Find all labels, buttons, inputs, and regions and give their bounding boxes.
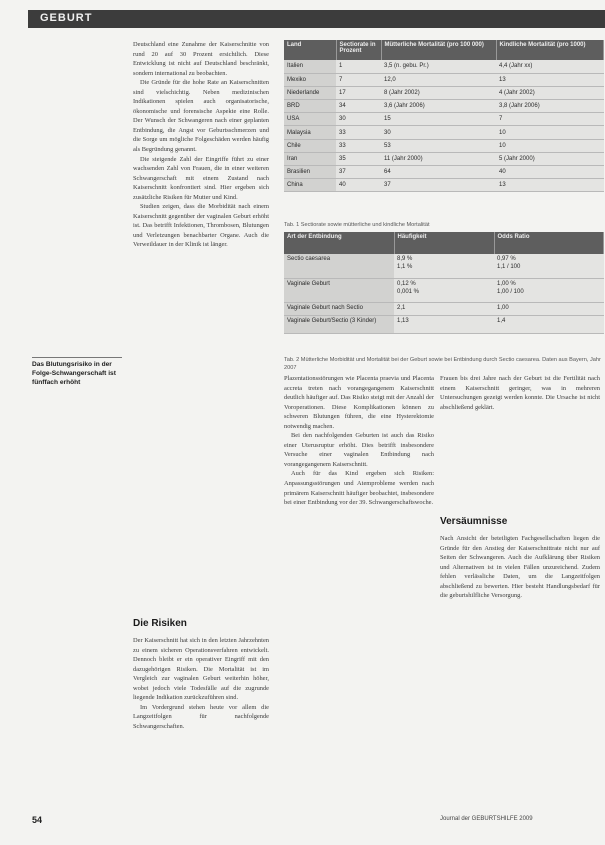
- table-row: [284, 60, 604, 73]
- paragraph: Die steigende Zahl der Eingriffe führt zu einer wachsenden Zahl von Frauen, die in einer weiteren Schwangerschaft mit einem Zustand nach Kaiserschnitt konfrontiert sind. Hier ergeben sich zusätzliche Risiken für Mutter und Kind.: [133, 155, 269, 201]
- table-cell: 40: [496, 166, 604, 179]
- table-header: Mütterliche Mortalität (pro 100 000): [381, 40, 496, 60]
- table-cell: 3,5 (n. gebu. Pr.): [381, 60, 496, 73]
- table-caption: Tab. 1 Sectiorate sowie mütterliche und kindliche Mortalität: [284, 222, 430, 228]
- paragraph: Bei den nachfolgenden Geburten ist auch das Risiko einer Uterusruptur erhöht. Dies betrifft insbesondere Versuche einer vaginalen Entbindung nach vorangegangenem Kaiserschnitt.: [284, 432, 434, 468]
- table-cell: 10: [496, 126, 604, 139]
- table-cell: Vaginale Geburt nach Sectio: [284, 302, 394, 315]
- table-cell: 33: [336, 126, 381, 139]
- table-cell: 1,4: [494, 315, 604, 333]
- section-title: GEBURT: [40, 12, 93, 24]
- table-row: [284, 73, 604, 86]
- table-cell: 15: [381, 113, 496, 126]
- table-cell: 3,8 (Jahr 2006): [496, 100, 604, 113]
- table-cell: 30: [336, 113, 381, 126]
- table-cell: 53: [381, 139, 496, 152]
- page-number: 54: [32, 815, 43, 825]
- table-cell: 1,13: [394, 315, 494, 333]
- table-cell: Niederlande: [284, 86, 336, 99]
- table-cell: Iran: [284, 152, 336, 165]
- table-cell: 3,6 (Jahr 2006): [381, 100, 496, 113]
- heading-versaeumnisse: Versäumnisse: [440, 516, 508, 527]
- table-cell: 7: [496, 113, 604, 126]
- table-cell: 35: [336, 152, 381, 165]
- table-cell: 17: [336, 86, 381, 99]
- paragraph: Studien zeigen, dass die Morbidität nach einem Kaiserschnitt gegenüber der vaginalen Geburt erhöht ist. Das betrifft Infektionen, Thrombosen, Blutungen und Verletzungen benachbarter Organe. Auch die Verweildauer in der Klinik ist länger.: [133, 203, 269, 249]
- table-morbidity: [284, 232, 604, 334]
- table-row: [284, 152, 604, 165]
- table-cell: 10: [496, 139, 604, 152]
- table-cell: Sectio caesarea: [284, 254, 394, 278]
- table-cell: 4,4 (Jahr xx): [496, 60, 604, 73]
- table-cell: 33: [336, 139, 381, 152]
- paragraph: Die Gründe für die hohe Rate an Kaiserschnitten sind vielschichtig. Neben medizinischen Indikationen spielen auch organisatorische, ökonomische und forensische Aspekte eine Rolle. Der Wunsch der Schwangeren nach einer geplanten Entbindung, die Angst vor Geburtsschmerzen und die Sorge um mögliche Folgeschäden werden häufig als Begründung genannt.: [133, 79, 269, 154]
- table-header: Art der Entbindung: [284, 232, 394, 254]
- table-caption: Tab. 2 Mütterliche Morbidität und Mortalität bei der Geburt sowie bei Entbindung durch Sectio caesarea. Daten aus Bayern, Jahr 2007: [284, 357, 601, 371]
- table-row: [284, 86, 604, 99]
- table-cell: 12,0: [381, 73, 496, 86]
- table-cell: Mexiko: [284, 73, 336, 86]
- sidebar-note: Das Blutungsrisiko in der Folge-Schwangerschaft ist fünffach erhöht: [32, 357, 122, 387]
- paragraph: Der Kaiserschnitt hat sich in den letzten Jahrzehnten zu einem sicheren Operationsverfahren entwickelt. Dennoch bleibt er ein operativer Eingriff mit den dazugehörigen Risiken. Die Mortalität ist im Vergleich zur vaginalen Geburt weiterhin höher, wobei jedoch viele Todesfälle auf die zugrunde liegende Indikation zurückzuführen sind.: [133, 637, 269, 702]
- table-header: Sectiorate in Prozent: [336, 40, 381, 60]
- table-cell: 37: [336, 166, 381, 179]
- table-cell: 2,1: [394, 302, 494, 315]
- table-header: Häufigkeit: [394, 232, 494, 254]
- table-cell: 8,9 % 1,1 %: [394, 254, 494, 278]
- table-row: [284, 254, 604, 278]
- footer-journal: Journal der GEBURTSHILFE 2009: [440, 816, 533, 822]
- table-row: [284, 166, 604, 179]
- right-column-bottom: [440, 534, 600, 601]
- left-column-top: [133, 40, 269, 250]
- table-cell: 11 (Jahr 2000): [381, 152, 496, 165]
- table-cell: Malaysia: [284, 126, 336, 139]
- table-cell: Vaginale Geburt: [284, 278, 394, 302]
- table-cell: 30: [381, 126, 496, 139]
- paragraph: Deutschland eine Zunahme der Kaiserschnitte von rund 20 auf 30 Prozent ersichtlich. Diese Entwicklung ist nicht auf Deutschland beschränkt, sondern international zu beobachten.: [133, 41, 269, 77]
- table-cell: BRD: [284, 100, 336, 113]
- paragraph: Plazentationsstörungen wie Placenta praevia und Placenta accreta treten nach vorangegangenem Kaiserschnitt deutlich häufiger auf. Das Risiko steigt mit der Anzahl der Voroperationen. Diese Komplikationen können zu schweren Blutungen führen, die eine Hysterektomie notwendig machen.: [284, 375, 434, 430]
- table-cell: 64: [381, 166, 496, 179]
- table-header: Land: [284, 40, 336, 60]
- paragraph: Frauen bis drei Jahre nach der Geburt ist die Fertilität nach einem Kaiserschnitt geringer, was in mehreren Untersuchungen gezeigt werden konnte. Die Ursache ist nicht abschließend geklärt.: [440, 375, 600, 411]
- table-mortality: [284, 40, 604, 192]
- table-cell: 0,97 % 1,1 / 100: [494, 254, 604, 278]
- table-cell: Vaginale Geburt/Sectio (3 Kinder): [284, 315, 394, 333]
- table-row: [284, 278, 604, 302]
- paragraph: Im Vordergrund stehen heute vor allem die Langzeitfolgen für nachfolgende Schwangerschaften.: [133, 703, 269, 730]
- table-cell: Brasilien: [284, 166, 336, 179]
- table-cell: 4 (Jahr 2002): [496, 86, 604, 99]
- section-header-bar: [28, 10, 605, 28]
- table-header: Odds Ratio: [494, 232, 604, 254]
- table-cell: 37: [381, 179, 496, 192]
- table-cell: 5 (Jahr 2000): [496, 152, 604, 165]
- table-cell: 13: [496, 73, 604, 86]
- paragraph: Nach Ansicht der beteiligten Fachgesellschaften liegen die Gründe für den Anstieg der Kaiserschnittrate nicht nur auf Seiten der Schwangeren. Auch die Aufklärung über Risiken und Alternativen ist in vielen Fällen unzureichend. Zudem fehlen verlässliche Daten, um die Langzeitfolgen abschließend zu bewerten. Hier besteht Handlungsbedarf für die geburtshilfliche Versorgung.: [440, 535, 600, 600]
- left-column-bottom: [133, 636, 269, 731]
- table-row: [284, 100, 604, 113]
- table-cell: 8 (Jahr 2002): [381, 86, 496, 99]
- table-row: [284, 315, 604, 333]
- table-cell: 7: [336, 73, 381, 86]
- table-cell: Chile: [284, 139, 336, 152]
- table-row: [284, 126, 604, 139]
- table-cell: USA: [284, 113, 336, 126]
- table-cell: 13: [496, 179, 604, 192]
- table-cell: 1: [336, 60, 381, 73]
- table-row: [284, 302, 604, 315]
- table-header: Kindliche Mortalität (pro 1000): [496, 40, 604, 60]
- table-cell: 0,12 % 0,001 %: [394, 278, 494, 302]
- table-cell: 1,00 % 1,00 / 100: [494, 278, 604, 302]
- table-cell: 34: [336, 100, 381, 113]
- middle-column: [284, 374, 434, 508]
- right-column-top: [440, 374, 600, 412]
- table-row: [284, 113, 604, 126]
- table-row: [284, 179, 604, 192]
- table-cell: China: [284, 179, 336, 192]
- table-cell: 1,00: [494, 302, 604, 315]
- table-cell: Italien: [284, 60, 336, 73]
- heading-risks: Die Risiken: [133, 618, 187, 629]
- paragraph: Auch für das Kind ergeben sich Risiken: Anpassungsstörungen und Atemprobleme werden nach primärem Kaiserschnitt häufiger beobachtet, insbesondere bei einer Entbindung vor der 39. Schwangerschaftswoche.: [284, 470, 434, 507]
- table-cell: 40: [336, 179, 381, 192]
- table-row: [284, 139, 604, 152]
